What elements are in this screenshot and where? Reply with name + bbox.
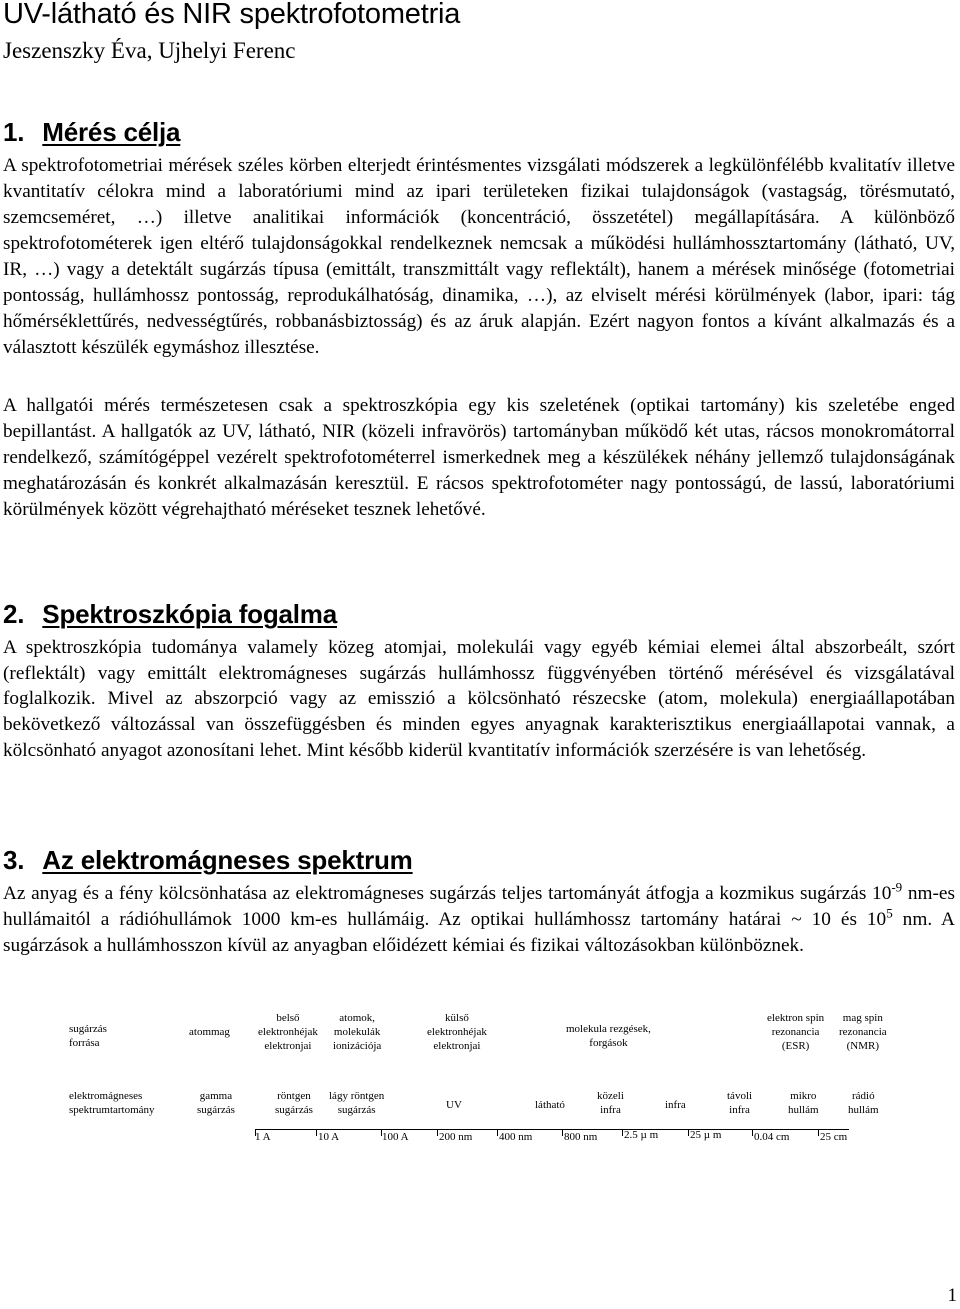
section-1-paragraph-2: A hallgatói mérés természetesen csak a spektroszkópia egy kis szeletének (optikai tartomány) kis szeletébe enged bepillantást. A hallgatók az UV, látható, NIR (közeli infravörös) tartományban működő két utas, rácsos monokromátorral rendelkező, számítógéppel vezérelt spektrofotométerrel ismerkednek meg a készülékek néhány jellemző tulajdonságának meghatározásán és konkrét alkalmazásán keresztül. E rácsos spektrofotométer nagy pontosságú, de lassú, laboratóriumi körülmények között végrehajtható méréseket tesznek lehetővé. [3, 395, 955, 520]
axis-tick [316, 1129, 317, 1136]
exponent-2: 5 [886, 905, 893, 921]
section-2-paragraph-1: A spektroszkópia tudománya valamely közeg atomjai, molekulái vagy egyéb kémiai elemei által abszorbeált, szórt (reflektált) vagy emittált elektromágneses sugárzás hullámhossz függvényében történő mérésével és vizsgálatával foglalkozik. Mivel az abszorpció vagy az emisszió a kölcsönható részecske (atom, molekula) energiaállapotában bekövetkező változással van összefüggésben és minden egyes anyagnak karakterisztikus energiaállapotai vannak, a kölcsönható anyagot azonosítani lehet. Mint később kiderül kvantitatív információk szerzésére is van lehetőség. [3, 637, 955, 761]
section-3-number: 3. [3, 845, 25, 875]
axis-tick-label: 0.04 cm [754, 1131, 790, 1143]
section-2-title: Spektroszkópia fogalma [42, 599, 337, 629]
section-3-title: Az elektromágneses spektrum [42, 845, 413, 875]
axis-tick [437, 1129, 438, 1136]
axis-tick [622, 1129, 623, 1136]
section-1-title: Mérés célja [42, 117, 181, 147]
authors: Jeszenszky Éva, Ujhelyi Ferenc [3, 38, 296, 63]
spectrum-axis [255, 1129, 849, 1130]
axis-tick-label: 25 cm [820, 1131, 848, 1143]
section-3-text-b: nm-es hullámaitól a rádióhullámok 1000 km-es hullámáig. Az optikai hullámhossz tartomány határai ~ 10 és 10 [3, 883, 955, 930]
source-label: atommag [189, 1026, 230, 1038]
ranges-row-label: elektromágneses spektrumtartomány [69, 1090, 155, 1116]
section-3-text-a: Az anyag és a fény kölcsönhatása az elektromágneses sugárzás teljes tartományát átfogja a kozmikus sugárzás 10 [3, 883, 892, 904]
axis-tick-label: 400 nm [499, 1131, 533, 1143]
section-1-paragraph-1: A spektrofotometriai mérések széles körben elterjedt érintésmentes vizsgálati módszerek a legkülönfélébb kvalitatív illetve kvantitatív célokra mind a laboratóriumi mind az ipari területeken fizikai tulajdonságok (vastagság, törésmutató, szemcseméret, …) illetve analitikai információk (koncentráció, összetétel) megállapítására. A különböző spektrofotométerek igen eltérő tulajdonságokkal rendelkeznek nemcsak a működési hullámhossztartomány (látható, UV, IR, …) vagy a detektált sugárzás típusa (emittált, transzmittált vagy reflektált), hanem a mérések minősége (fotometriai pontosság, hullámhossz pontosság, reprodukálhatóság, dinamika, …), az elviselt mérési körülmények (labor, ipari: tág hőmérséklettűrés, nedvességtűrés, robbanásbiztosság) és az áruk alapján. Ezért nagyon fontos a kívánt alkalmazás és a választott készülék egymáshoz illesztése. [3, 155, 955, 358]
axis-tick [818, 1129, 819, 1136]
range-label: UV [446, 1099, 462, 1111]
axis-tick [688, 1129, 689, 1136]
range-label: lágy röntgen sugárzás [329, 1090, 385, 1116]
range-label: mikro hullám [788, 1090, 819, 1116]
source-label: mag spin rezonancia (NMR) [839, 1012, 887, 1052]
axis-tick [752, 1129, 753, 1136]
source-label: külső elektronhéjak elektronjai [427, 1012, 487, 1052]
section-3-paragraph-1 [3, 881, 955, 959]
axis-tick [497, 1129, 498, 1136]
axis-tick [562, 1129, 563, 1136]
range-label: rádió hullám [848, 1090, 879, 1116]
exponent-1: -9 [891, 879, 903, 895]
range-label: röntgen sugárzás [275, 1090, 313, 1116]
source-label: atomok, molekulák ionizációja [333, 1012, 382, 1052]
axis-tick-label: 800 nm [564, 1131, 598, 1143]
source-label: molekula rezgések, forgások [566, 1023, 651, 1049]
section-2-heading [3, 599, 337, 630]
range-label: látható [535, 1099, 565, 1111]
axis-tick-label: 100 A [382, 1131, 409, 1143]
section-1-number: 1. [3, 117, 25, 147]
axis-tick-label: 1 A [255, 1131, 271, 1143]
section-3-text-c: nm. A sugárzások a hullámhosszon kívül az anyagban előidézett kémiai és fizikai változásokban különböznek. [3, 909, 955, 956]
source-label: belső elektronhéjak elektronjai [258, 1012, 318, 1052]
range-label: infra [665, 1099, 686, 1111]
section-1-heading [3, 117, 180, 148]
page-number: 1 [947, 1285, 957, 1306]
axis-tick-label: 10 A [318, 1131, 340, 1143]
range-label: gamma sugárzás [197, 1090, 235, 1116]
axis-tick-label: 200 nm [439, 1131, 473, 1143]
section-2-number: 2. [3, 599, 25, 629]
range-label: közeli infra [597, 1090, 624, 1116]
source-label: elektron spin rezonancia (ESR) [767, 1012, 825, 1052]
document-title: UV-látható és NIR spektrofotometria [3, 0, 461, 30]
axis-tick-label: 2.5 µ m [624, 1129, 659, 1141]
sources-row-label: sugárzás forrása [69, 1023, 107, 1049]
range-label: távoli infra [727, 1090, 753, 1116]
axis-tick-label: 25 µ m [690, 1129, 722, 1141]
section-3-heading [3, 845, 413, 876]
